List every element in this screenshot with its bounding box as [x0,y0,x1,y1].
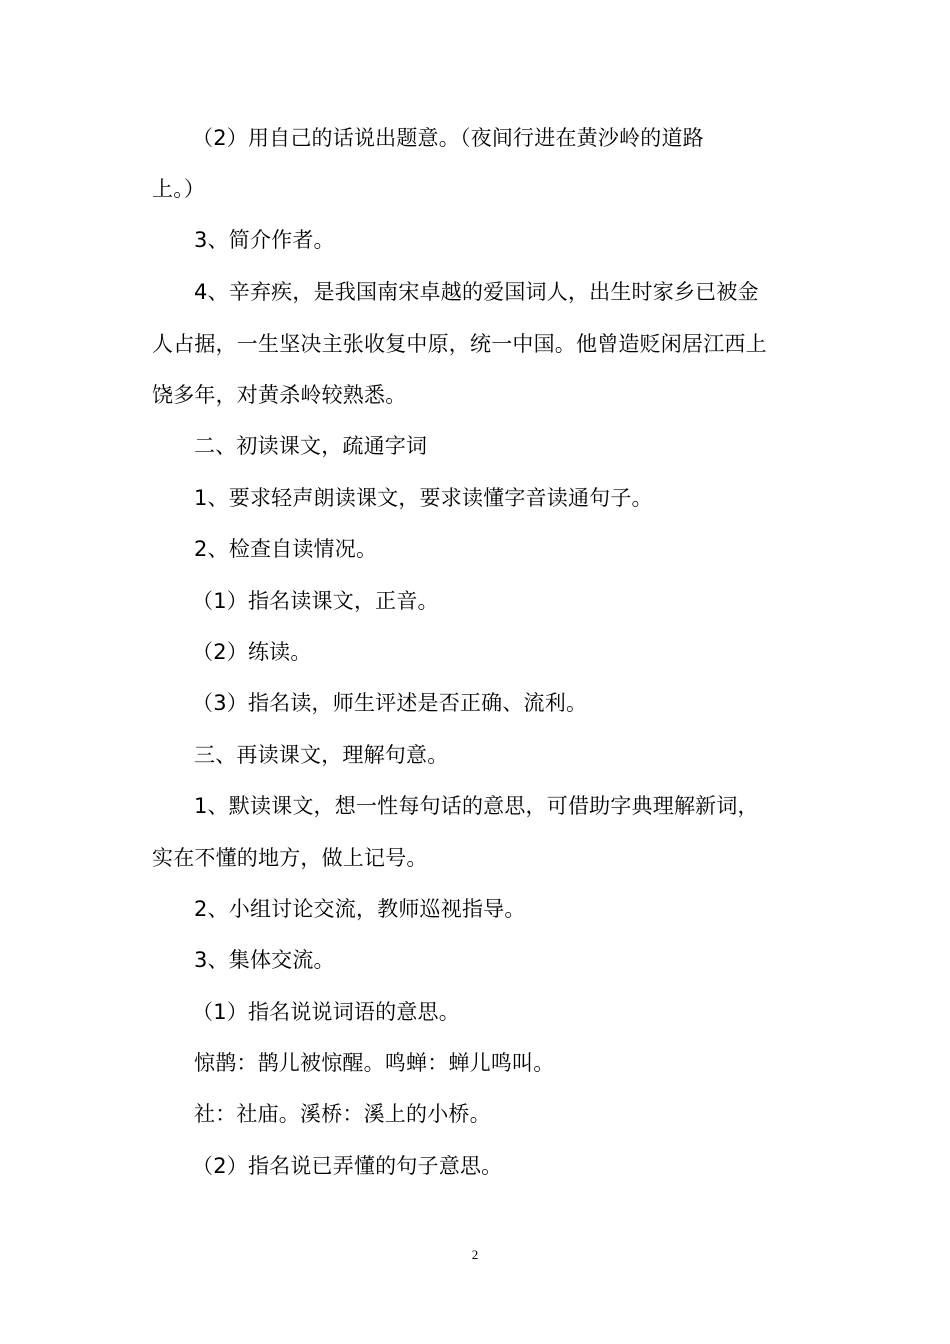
text-line-14: 1、默读课文，想一性每句话的意思，可借助字典理解新词， [194,794,759,818]
text-line-6: 饶多年，对黄杀岭较熟悉。 [152,383,407,407]
text-line-18: （1）指名说说词语的意思。 [192,1000,460,1024]
section-heading-2: 二、初读课文，疏通字词 [194,434,428,458]
text-line-4: 4、辛弃疾，是我国南宋卓越的爱国词人，出生时家乡已被金 [194,280,759,304]
text-line-11: （2）练读。 [192,640,312,664]
text-line-20: 社：社庙。溪桥：溪上的小桥。 [194,1102,491,1126]
text-line-9: 2、检查自读情况。 [194,537,378,561]
section-heading-3: 三、再读课文，理解句意。 [194,743,449,767]
text-line-5: 人占据，一生坚决主张收复中原，统一中国。他曾造贬闲居江西上 [152,332,767,356]
text-line-8: 1、要求轻声朗读课文，要求读懂字音读通句子。 [194,486,653,510]
text-line-16: 2、小组讨论交流，教师巡视指导。 [194,897,526,921]
text-line-3: 3、简介作者。 [194,228,335,252]
text-line-10: （1）指名读课文，正音。 [192,589,439,613]
text-line-19: 惊鹊：鹊儿被惊醒。鸣蝉：蝉儿鸣叫。 [194,1051,555,1075]
text-line-2: 上。） [152,177,206,201]
text-line-12: （3）指名读，师生评述是否正确、流利。 [192,691,588,715]
text-line-15: 实在不懂的地方，做上记号。 [152,846,428,870]
text-line-21: （2）指名说已弄懂的句子意思。 [192,1154,503,1178]
text-line-1: （2）用自己的话说出题意。（夜间行进在黄沙岭的道路 [192,126,704,150]
page-number: 2 [471,1247,479,1262]
text-line-17: 3、集体交流。 [194,948,335,972]
